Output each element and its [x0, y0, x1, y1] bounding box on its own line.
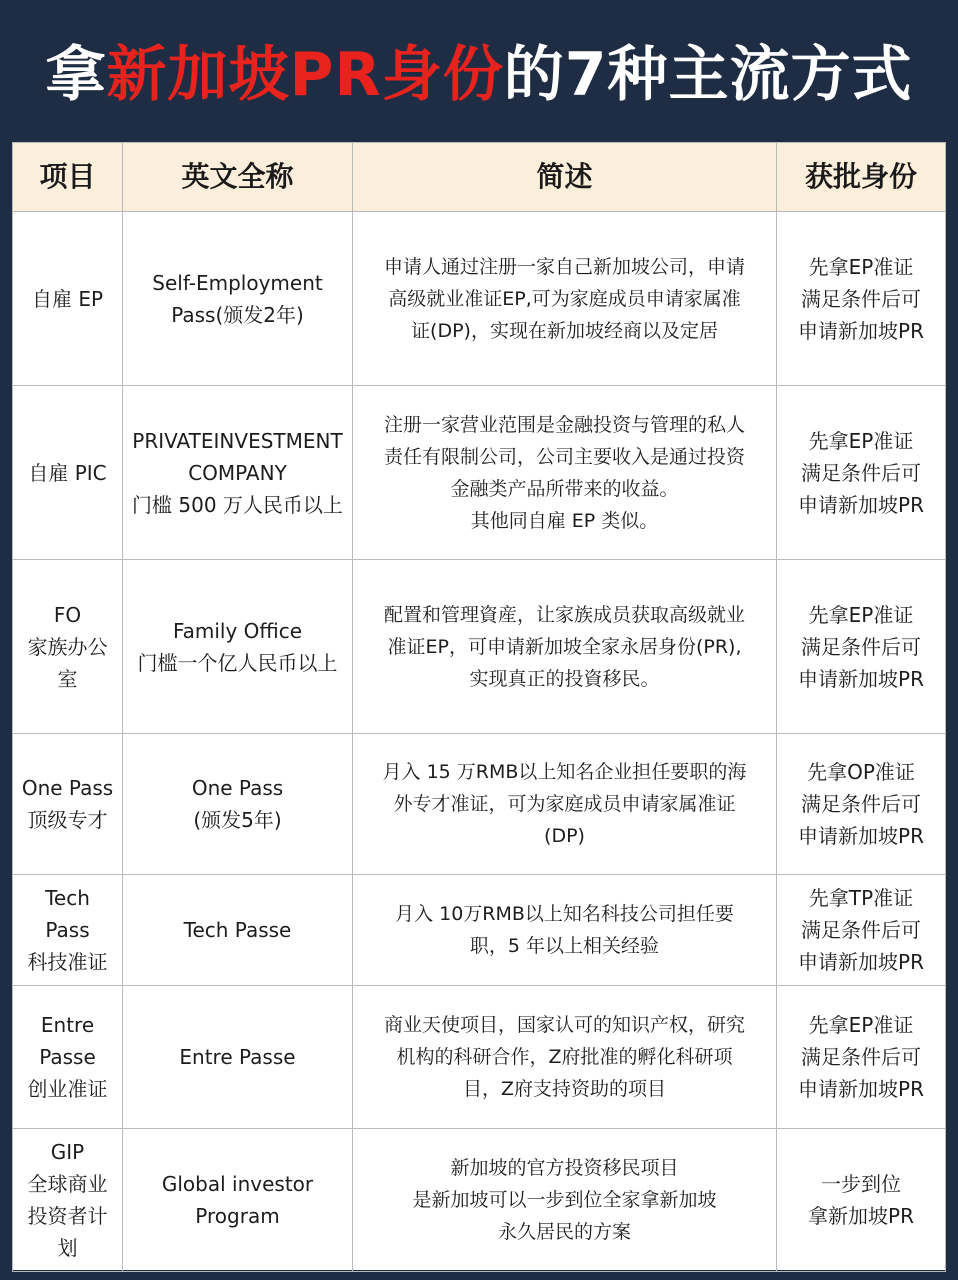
cell-description-line: 注册一家营业范围是金融投资与管理的私人	[383, 413, 745, 436]
cell-project-line: 创业准证	[27, 1077, 108, 1101]
cell-description-line: 其他同自雇 EP 类似。	[470, 509, 659, 532]
cell-project-line: FO	[53, 602, 82, 627]
cell-project	[13, 386, 123, 560]
cell-english-name	[123, 1129, 353, 1272]
cell-description-line: 机构的科研合作，Z府批准的孵化科研项	[396, 1046, 733, 1068]
cell-approved-status-line: 拿新加坡PR	[808, 1204, 914, 1228]
header-project: 项目	[13, 143, 123, 212]
cell-description-line: 高级就业准证EP,可为家庭成员申请家属准	[388, 287, 741, 310]
cell-project-line: 投资者计	[27, 1204, 108, 1228]
cell-project-line: One Pass	[21, 776, 114, 800]
cell-description	[353, 560, 777, 734]
cell-description-line: 职，5 年以上相关经验	[469, 935, 660, 957]
cell-description-line: 证(DP)，实现在新加坡经商以及定居	[411, 319, 718, 342]
cell-approved-status-line: 先拿EP准证	[808, 602, 914, 627]
cell-project-line: 全球商业	[27, 1172, 108, 1196]
cell-approved-status	[777, 734, 946, 875]
cell-description-line: 责任有限制公司，公司主要收入是通过投资	[383, 445, 745, 468]
cell-approved-status-line: 满足条件后可	[801, 634, 921, 659]
cell-approved-status	[777, 386, 946, 560]
table-row	[13, 875, 946, 986]
table-header-row	[13, 143, 946, 212]
cell-english-name	[123, 386, 353, 560]
cell-description-line: 外专才准证，可为家庭成员申请家属准证	[393, 793, 736, 815]
cell-description-line: 目，Z府支持资助的项目	[462, 1078, 667, 1100]
table-row	[13, 212, 946, 386]
cell-approved-status-line: 申请新加坡PR	[798, 950, 924, 974]
cell-english-name	[123, 212, 353, 386]
cell-description	[353, 1129, 777, 1272]
title-part-1: 拿	[45, 40, 107, 110]
table-row	[13, 734, 946, 875]
cell-approved-status-line: 先拿TP准证	[808, 886, 914, 910]
cell-english-name-line: PRIVATEINVESTMENT	[132, 428, 343, 453]
cell-english-name-line: Family Office	[172, 618, 303, 643]
cell-approved-status-line: 先拿OP准证	[807, 760, 915, 784]
cell-english-name-line: Program	[195, 1204, 280, 1228]
cell-description	[353, 986, 777, 1129]
cell-project-line: 划	[57, 1236, 78, 1260]
cell-project-line: Pass	[45, 918, 90, 942]
page-title	[0, 0, 958, 140]
cell-approved-status-line: 满足条件后可	[801, 918, 921, 942]
cell-approved-status-line: 申请新加坡PR	[798, 824, 924, 848]
cell-approved-status	[777, 875, 946, 986]
cell-approved-status-line: 申请新加坡PR	[798, 492, 924, 517]
title-part-3: 的7种主流方式	[503, 40, 913, 110]
cell-project-line: 自雇 EP	[31, 286, 104, 311]
cell-english-name-line: 门槛一个亿人民币以上	[137, 650, 338, 675]
cell-approved-status-line: 申请新加坡PR	[798, 1077, 924, 1101]
cell-project	[13, 986, 123, 1129]
cell-approved-status	[777, 212, 946, 386]
cell-description-line: 月入 10万RMB以上知名科技公司担任要	[395, 903, 734, 925]
cell-approved-status-line: 满足条件后可	[801, 286, 921, 311]
cell-project-line: GIP	[50, 1140, 85, 1164]
cell-project-line: 科技准证	[27, 950, 108, 974]
cell-english-name-line: Self-Employment	[152, 270, 323, 295]
cell-description-line: 申请人通过注册一家自己新加坡公司，申请	[383, 255, 745, 278]
cell-english-name-line: COMPANY	[188, 460, 287, 485]
table-row	[13, 386, 946, 560]
cell-approved-status	[777, 1129, 946, 1272]
cell-approved-status-line: 先拿EP准证	[808, 428, 914, 453]
cell-approved-status-line: 先拿EP准证	[808, 1013, 914, 1037]
cell-description-line: 商业天使项目，国家认可的知识产权，研究	[383, 1014, 745, 1036]
cell-approved-status	[777, 986, 946, 1129]
cell-english-name-line: Global investor	[161, 1172, 314, 1196]
cell-approved-status-line: 满足条件后可	[801, 460, 921, 485]
cell-project	[13, 734, 123, 875]
cell-english-name	[123, 560, 353, 734]
cell-approved-status-line: 满足条件后可	[801, 792, 921, 816]
cell-project-line: Entre	[40, 1013, 95, 1037]
cell-description	[353, 875, 777, 986]
cell-english-name	[123, 986, 353, 1129]
cell-description-line: 是新加坡可以一步到位全家拿新加坡	[412, 1189, 717, 1211]
cell-description	[353, 734, 777, 875]
cell-description-line: 新加坡的官方投资移民项目	[450, 1157, 679, 1179]
comparison-table-sheet	[12, 142, 945, 1270]
cell-project-line: 自雇 PIC	[28, 460, 107, 485]
header-approved-status: 获批身份	[777, 143, 946, 212]
title-part-2: 新加坡PR身份	[106, 40, 504, 110]
cell-approved-status-line: 一步到位	[821, 1172, 901, 1196]
cell-project	[13, 560, 123, 734]
cell-project-line: 家族办公	[27, 634, 108, 659]
header-english-name: 英文全称	[123, 143, 353, 212]
cell-english-name-line: One Pass	[191, 776, 284, 800]
cell-description-line: 金融类产品所带来的收益。	[450, 477, 679, 500]
header-description: 简述	[353, 143, 777, 212]
cell-project	[13, 212, 123, 386]
cell-description-line: 配置和管理資産，让家族成员获取高级就业	[383, 603, 745, 626]
cell-project	[13, 875, 123, 986]
cell-english-name-line: Pass(颁发2年)	[171, 302, 304, 327]
cell-project-line: Passe	[39, 1045, 96, 1069]
cell-approved-status-line: 先拿EP准证	[808, 254, 914, 279]
cell-description-line: 永久居民的方案	[497, 1221, 631, 1243]
cell-description	[353, 386, 777, 560]
cell-approved-status-line: 满足条件后可	[801, 1045, 921, 1069]
cell-project-line: Tech	[45, 886, 90, 910]
table-row	[13, 560, 946, 734]
cell-project-line: 室	[57, 666, 78, 691]
cell-english-name-line: Entre Passe	[179, 1045, 296, 1069]
cell-english-name-line: 门槛 500 万人民币以上	[132, 492, 343, 517]
cell-english-name	[123, 875, 353, 986]
cell-english-name-line: Tech Passe	[183, 918, 292, 942]
cell-english-name	[123, 734, 353, 875]
table-row	[13, 1129, 946, 1272]
cell-approved-status-line: 申请新加坡PR	[798, 666, 924, 691]
cell-description-line: 实现真正的投資移民。	[469, 667, 660, 690]
table-row	[13, 986, 946, 1129]
cell-english-name-line: (颁发5年)	[193, 808, 282, 832]
cell-description	[353, 212, 777, 386]
cell-description-line: 准证EP，可申请新加坡全家永居身份(PR),	[387, 635, 742, 658]
cell-approved-status-line: 申请新加坡PR	[798, 318, 924, 343]
cell-project	[13, 1129, 123, 1272]
cell-approved-status	[777, 560, 946, 734]
comparison-table	[12, 142, 946, 1272]
cell-description-line: 月入 15 万RMB以上知名企业担任要职的海	[382, 761, 747, 783]
cell-project-line: 顶级专才	[27, 808, 108, 832]
cell-description-line: (DP)	[544, 825, 585, 847]
